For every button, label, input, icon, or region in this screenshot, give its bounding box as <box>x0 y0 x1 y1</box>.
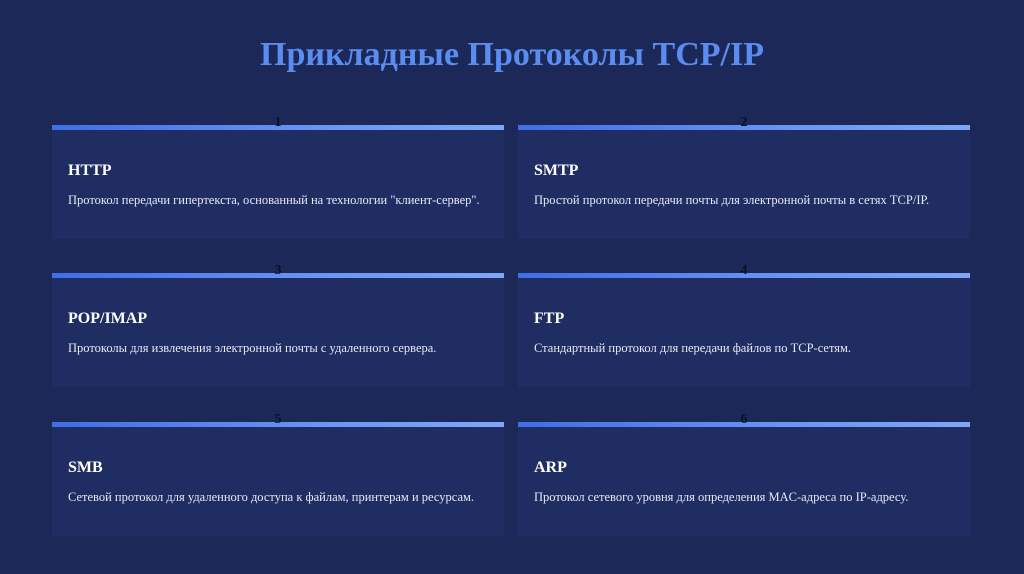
protocol-card-http <box>52 115 504 239</box>
card-number: 4 <box>740 263 748 278</box>
card-number: 6 <box>740 412 748 427</box>
card-description: Протоколы для извлечения электронной почты с удаленного сервера. <box>68 341 437 355</box>
slide-title: Прикладные Протоколы TCP/IP <box>260 36 764 73</box>
card-heading: HTTP <box>68 162 112 179</box>
card-heading: SMB <box>68 459 103 476</box>
card-number: 1 <box>274 115 282 130</box>
protocol-card-arp <box>518 412 970 536</box>
protocol-card-pop-imap <box>52 263 504 387</box>
card-description: Простой протокол передачи почты для электронной почты в сетях TCP/IP. <box>534 193 930 207</box>
card-description: Протокол передачи гипертекста, основанный на технологии "клиент-сервер". <box>68 193 480 207</box>
card-heading: SMTP <box>534 162 579 179</box>
protocol-card-ftp <box>518 263 970 387</box>
card-description: Протокол сетевого уровня для определения MAC-адреса по IP-адресу. <box>534 490 909 504</box>
card-heading: FTP <box>534 310 565 327</box>
card-number: 3 <box>274 263 282 278</box>
card-heading: POP/IMAP <box>68 310 148 327</box>
card-heading: ARP <box>534 459 567 476</box>
card-number: 2 <box>740 115 748 130</box>
card-number: 5 <box>274 412 282 427</box>
protocol-card-smb <box>52 412 504 536</box>
card-description: Сетевой протокол для удаленного доступа к файлам, принтерам и ресурсам. <box>68 490 475 504</box>
card-description: Стандартный протокол для передачи файлов по TCP-сетям. <box>534 341 852 355</box>
protocol-card-smtp <box>518 115 970 239</box>
